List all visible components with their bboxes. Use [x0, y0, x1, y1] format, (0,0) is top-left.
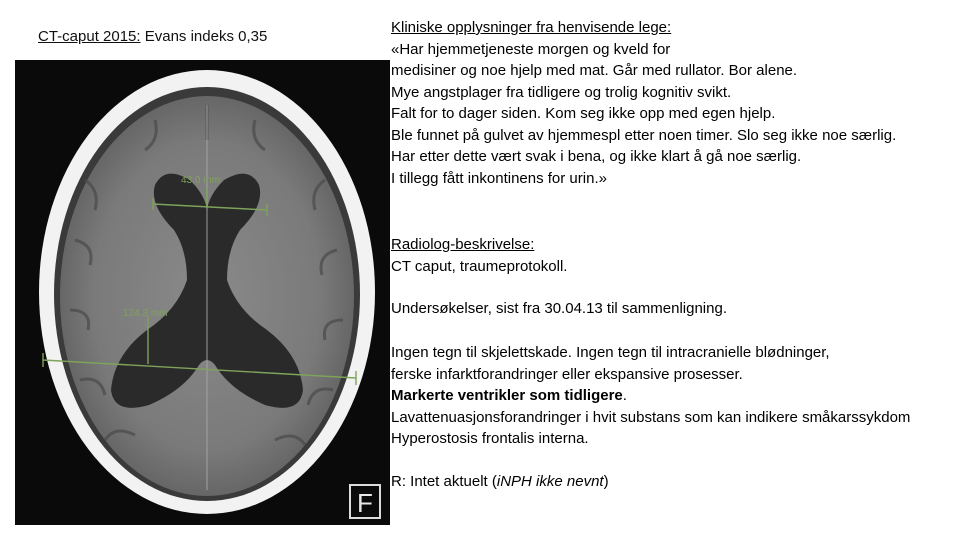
ct-scan-graphic: [15, 60, 390, 525]
comparison-info: [391, 298, 960, 320]
clinical-line: Har etter dette vært svak i bena, og ikke klart å gå noe særlig.: [391, 148, 802, 165]
radiology-info: [391, 234, 960, 277]
clinical-line: medisiner og noe hjelp med mat. Går med rullator. Bor alene.: [391, 62, 798, 79]
clinical-line: I tillegg fått inkontinens for urin.»: [391, 169, 607, 187]
finding-line: Lavattenuasjonsforandringer i hvit substans som kan indikere småkarssykdom: [391, 408, 911, 426]
clinical-heading: Kliniske opplysninger fra henvisende lege:: [391, 19, 672, 36]
clinical-line: «Har hjemmetjeneste morgen og kveld for: [391, 40, 671, 58]
conclusion-prefix: R: Intet aktuelt (: [391, 473, 497, 490]
comparison-line: Undersøkelser, sist fra 30.04.13 til sammenligning.: [391, 300, 727, 317]
conclusion-info: [391, 471, 960, 493]
clinical-line: Falt for to dager siden. Kom seg ikke opp med egen hjelp.: [391, 105, 776, 122]
finding-bold: Markerte ventrikler som tidligere: [391, 387, 623, 404]
finding-line: Hyperostosis frontalis interna.: [391, 430, 589, 447]
finding-line: ferske infarktforandringer eller ekspansive prosesser.: [391, 365, 743, 383]
radiology-heading: Radiolog-beskrivelse:: [391, 236, 535, 253]
ct-scan-image: [15, 60, 390, 525]
conclusion-suffix: ): [603, 473, 609, 490]
conclusion-italic: iNPH ikke nevnt: [496, 473, 604, 490]
clinical-info: [391, 17, 960, 189]
image-caption: [38, 28, 267, 45]
finding-line: Ingen tegn til skjelettskade. Ingen tegn til intracranielle blødninger,: [391, 344, 830, 361]
clinical-line: Ble funnet på gulvet av hjemmespl etter noen timer. Slo seg ikke noe særlig.: [391, 126, 897, 144]
finding-bold-suffix: .: [622, 387, 627, 404]
measure-frontal-label: 43,0 mm: [181, 175, 220, 186]
radiology-line: CT caput, traumeprotokoll.: [391, 257, 568, 275]
findings-info: [391, 342, 960, 450]
clinical-line: Mye angstplager fra tidligere og trolig kognitiv svikt.: [391, 83, 732, 101]
caption-prefix: CT-caput 2015:: [38, 28, 141, 45]
caption-rest: Evans indeks 0,35: [140, 28, 268, 45]
measure-inner-label: 124,3 mm: [123, 308, 168, 319]
orientation-marker: F: [357, 488, 373, 518]
